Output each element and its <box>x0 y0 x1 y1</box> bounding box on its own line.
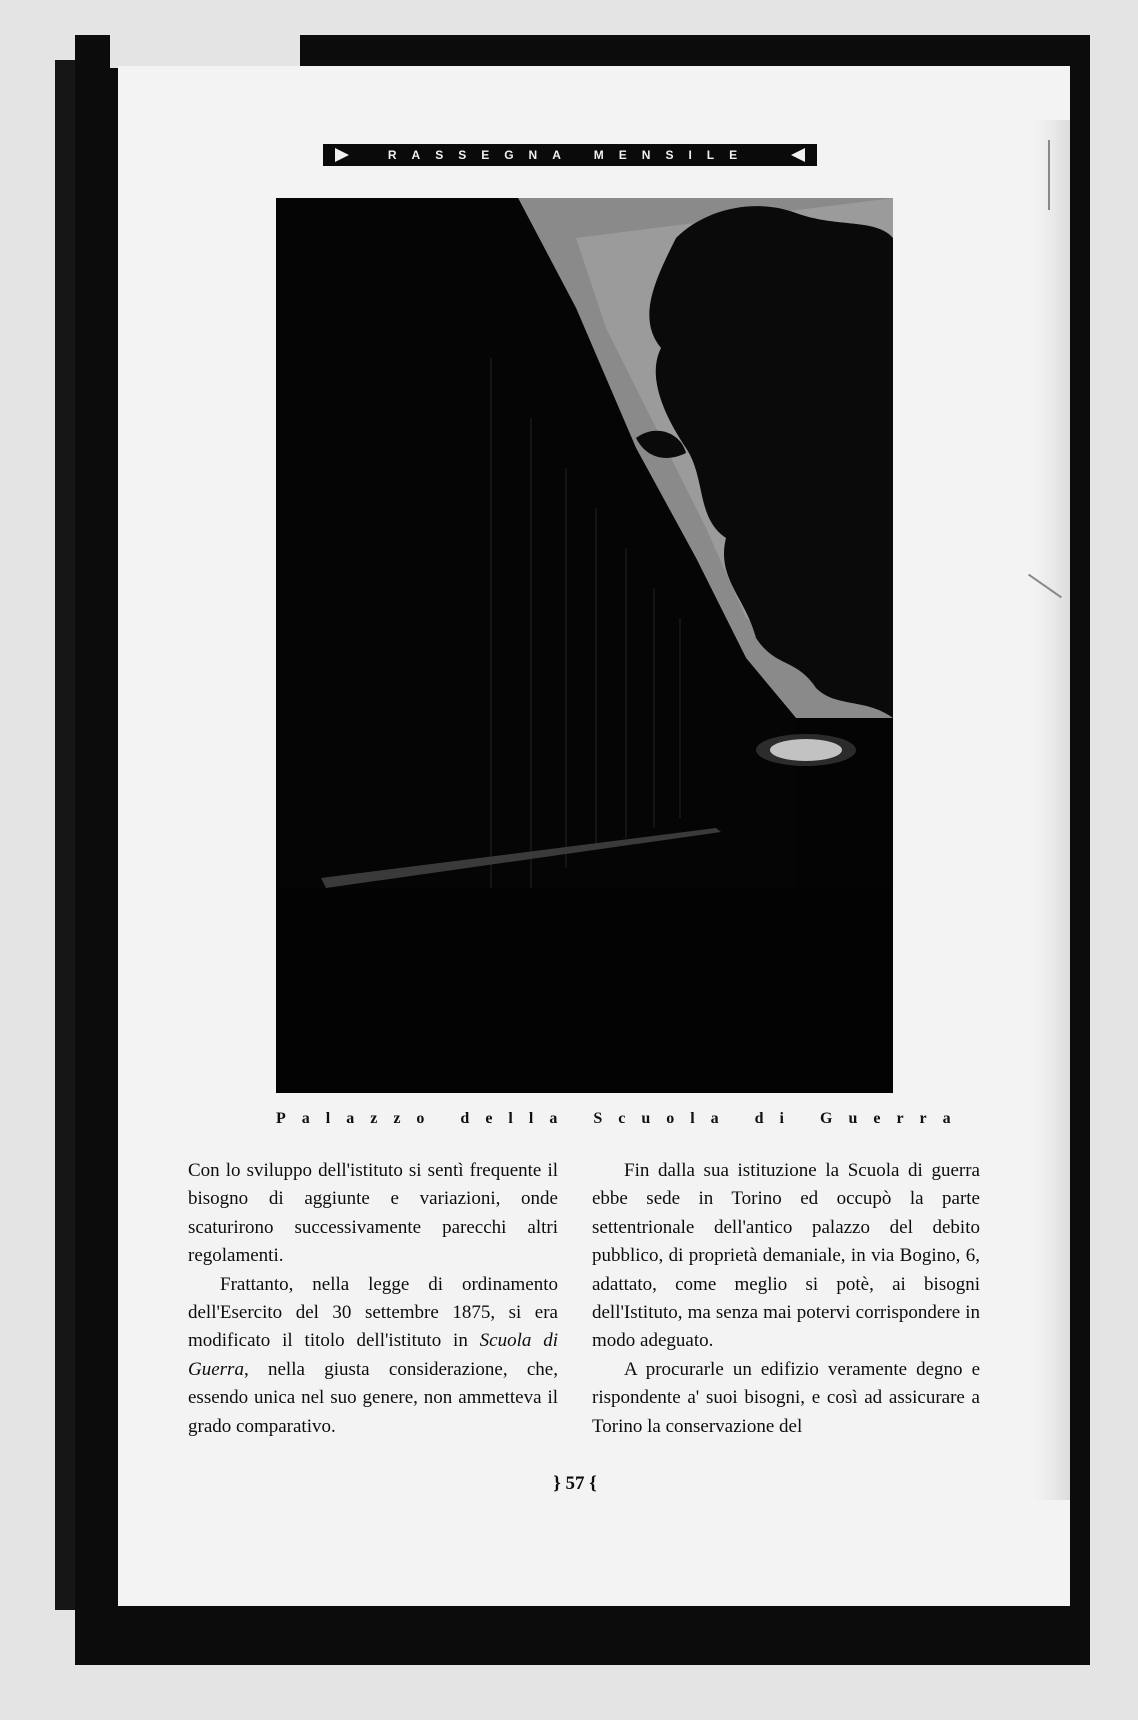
page-number <box>525 1473 625 1495</box>
header-left-ornament-icon <box>331 144 367 166</box>
left-paragraph-2-title: Scuola di Guerra <box>188 1330 558 1380</box>
page-number-right-bracket-icon: { <box>589 1473 597 1494</box>
header-right-ornament-icon <box>773 144 809 166</box>
page-number-left-bracket-icon: } <box>553 1473 561 1494</box>
photo-caption-text: Palazzo della Scuola di Guerra <box>276 1110 967 1127</box>
header-banner <box>323 144 817 166</box>
body-right-column <box>592 1157 980 1441</box>
header-title: RASSEGNA MENSILE <box>387 148 753 162</box>
page-number-value: 57 <box>565 1473 585 1494</box>
right-paragraph-2: A procurarle un edifizio veramente degno e rispondente a' suoi bisogni, e così ad assicurare a Torino la conservazione del <box>592 1358 980 1437</box>
scan-left-shadow <box>55 60 77 1610</box>
left-paragraph-2-start: Frattanto, nella legge di ordinamento dell'Esercito del 30 settembre 1875, si era modificato il titolo dell'istituto in <box>188 1273 558 1352</box>
left-paragraph-2 <box>188 1271 558 1441</box>
page-curl-shading <box>1035 120 1070 1500</box>
left-paragraph-1: Con lo sviluppo dell'istituto si sentì frequente il bisogno di aggiunte e variazioni, onde scaturirono successivamente parecchi altri regolamenti. <box>188 1160 558 1267</box>
body-left-column <box>188 1157 558 1441</box>
right-paragraph-1: Fin dalla sua istituzione la Scuola di guerra ebbe sede in Torino ed occupò la parte settentrionale dell'antico palazzo del debito pubblico, di proprietà demaniale, in via Bogino, 6, adattato, come meglio si potè, ai bisogni dell'Istituto, ma senza mai potervi corrispondere in modo adeguato. <box>592 1160 980 1352</box>
photograph-scuola-di-guerra <box>276 198 893 1093</box>
scan-frame-notch <box>110 20 300 68</box>
scan-edge-mark <box>1048 140 1050 210</box>
left-paragraph-2-end: , nella giusta considerazione, che, essendo unica nel suo genere, non ammetteva il grado comparativo. <box>188 1358 558 1437</box>
photograph-image <box>276 198 893 1093</box>
photo-caption <box>276 1110 967 1128</box>
